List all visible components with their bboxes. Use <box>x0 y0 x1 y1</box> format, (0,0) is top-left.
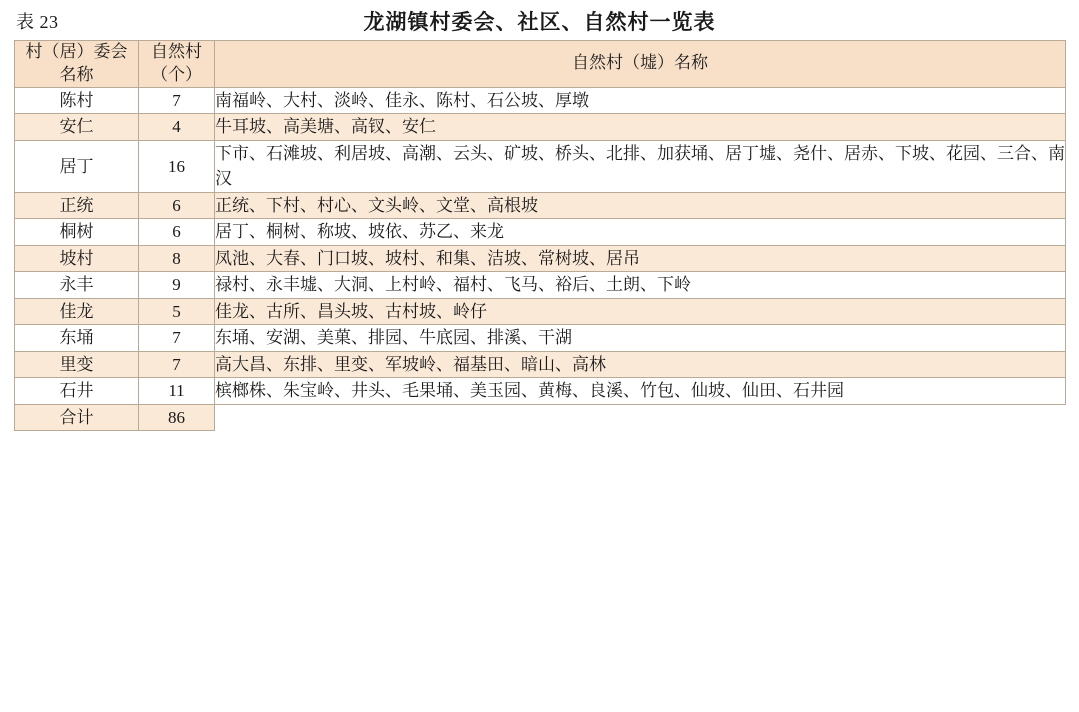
cell-total-label: 合计 <box>15 404 139 431</box>
column-header-committee-name-line1: 村（居）委会 <box>25 42 128 61</box>
table-row <box>15 298 1066 325</box>
cell-village-names: 南福岭、大村、淡岭、佳永、陈村、石公坡、厚墩 <box>215 87 1066 114</box>
table-body <box>15 87 1066 431</box>
cell-committee-name: 永丰 <box>15 272 139 299</box>
cell-committee-name: 居丁 <box>15 140 139 192</box>
table-row <box>15 325 1066 352</box>
column-header-committee-name <box>15 41 139 88</box>
column-header-village-count-line2: （个） <box>151 64 202 84</box>
cell-village-count: 7 <box>139 325 215 352</box>
cell-committee-name: 桐树 <box>15 219 139 246</box>
column-header-committee-name-line2: 名称 <box>59 64 94 84</box>
cell-village-names: 东埇、安湖、美菓、排园、牛底园、排溪、干湖 <box>215 325 1066 352</box>
cell-village-names: 正统、下村、村心、文头岭、文堂、高根坡 <box>215 192 1066 219</box>
cell-village-count: 4 <box>139 114 215 141</box>
table-label: 表 23 <box>16 12 59 32</box>
cell-village-count: 8 <box>139 245 215 272</box>
table-row <box>15 378 1066 405</box>
column-header-village-names: 自然村（墟）名称 <box>215 41 1066 88</box>
cell-village-names: 下市、石滩坡、利居坡、高潮、云头、矿坡、桥头、北排、加获埇、居丁墟、尧什、居赤、下坡、花园、三合、南汉 <box>215 140 1066 192</box>
cell-total-count: 86 <box>139 404 215 431</box>
cell-village-count: 16 <box>139 140 215 192</box>
cell-village-names: 槟榔株、朱宝岭、井头、毛果埇、美玉园、黄梅、良溪、竹包、仙坡、仙田、石井园 <box>215 378 1066 405</box>
table-total-row <box>15 404 1066 431</box>
table-row <box>15 192 1066 219</box>
table-row <box>15 87 1066 114</box>
cell-village-names: 禄村、永丰墟、大洞、上村岭、福村、飞马、裕后、土朗、下岭 <box>215 272 1066 299</box>
cell-village-count: 6 <box>139 192 215 219</box>
cell-committee-name: 坡村 <box>15 245 139 272</box>
table-row <box>15 245 1066 272</box>
column-header-village-count-line1: 自然村 <box>151 42 202 61</box>
cell-committee-name: 正统 <box>15 192 139 219</box>
column-header-village-count <box>139 41 215 88</box>
cell-village-count: 7 <box>139 87 215 114</box>
village-committee-table <box>14 40 1066 431</box>
table-row <box>15 219 1066 246</box>
cell-committee-name: 里变 <box>15 351 139 378</box>
table-header <box>15 41 1066 88</box>
cell-village-names: 高大昌、东排、里变、军坡岭、福基田、暗山、高林 <box>215 351 1066 378</box>
table-row <box>15 272 1066 299</box>
cell-committee-name: 佳龙 <box>15 298 139 325</box>
cell-committee-name: 安仁 <box>15 114 139 141</box>
table-row <box>15 140 1066 192</box>
cell-village-count: 6 <box>139 219 215 246</box>
page-title: 龙湖镇村委会、社区、自然村一览表 <box>363 10 716 34</box>
cell-village-names: 佳龙、古所、昌头坡、古村坡、岭仔 <box>215 298 1066 325</box>
cell-village-count: 9 <box>139 272 215 299</box>
cell-committee-name: 东埇 <box>15 325 139 352</box>
cell-village-names: 牛耳坡、高美塘、高钗、安仁 <box>215 114 1066 141</box>
table-row <box>15 114 1066 141</box>
table-row <box>15 351 1066 378</box>
table-header-row <box>15 41 1066 88</box>
cell-village-count: 5 <box>139 298 215 325</box>
cell-committee-name: 陈村 <box>15 87 139 114</box>
cell-village-count: 7 <box>139 351 215 378</box>
cell-village-count: 11 <box>139 378 215 405</box>
cell-village-names: 凤池、大春、门口坡、坡村、和集、洁坡、常树坡、居吊 <box>215 245 1066 272</box>
cell-village-names: 居丁、桐树、称坡、坡依、苏乙、来龙 <box>215 219 1066 246</box>
cell-total-empty <box>215 404 1066 431</box>
document-header <box>14 0 1065 38</box>
cell-committee-name: 石井 <box>15 378 139 405</box>
